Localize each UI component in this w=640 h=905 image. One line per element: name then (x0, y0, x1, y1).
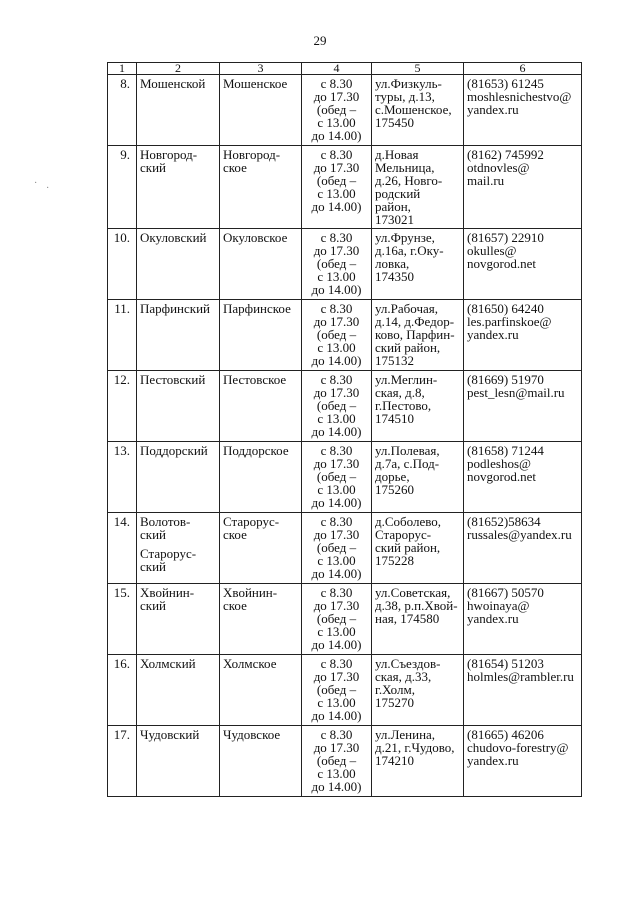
address-cell-line: 174350 (375, 269, 414, 284)
contacts-cell (464, 146, 582, 229)
address-cell-line: г.Холм, (375, 682, 415, 697)
address-cell-line: с.Мошенское, (375, 102, 452, 117)
hours-cell-line: (обед – (316, 611, 357, 626)
contacts-cell-line: (81650) 64240 (467, 301, 544, 316)
hours-cell-line: до 17.30 (313, 89, 360, 104)
forestry-cell (220, 229, 302, 300)
header-cell: 3 (220, 63, 302, 75)
address-cell-line: ул.Ленина, (375, 727, 436, 742)
address-cell-line: ская, д.8, (375, 385, 425, 400)
page-number: 29 (313, 33, 327, 48)
address-cell-line: 175260 (375, 482, 414, 497)
contacts-cell-line: novgorod.net (467, 256, 536, 271)
contacts-cell-line: okulles@ (467, 243, 517, 258)
contacts-cell (464, 655, 582, 726)
address-cell-line: 174510 (375, 411, 414, 426)
margin-mark: · (46, 183, 50, 194)
hours-cell-line: с 8.30 (320, 585, 353, 600)
address-cell-line: ная, 174580 (375, 611, 440, 626)
district-cell-line: ский (140, 559, 166, 574)
district-cell (137, 229, 220, 300)
contacts-cell-line: yandex.ru (467, 102, 519, 117)
district-cell (137, 655, 220, 726)
hours-cell-line: с 13.00 (317, 766, 356, 781)
address-cell-line: ул.Меглин- (375, 372, 438, 387)
district-cell-line: Волотов- (140, 514, 191, 529)
contacts-cell (464, 726, 582, 797)
header-row (108, 63, 582, 75)
hours-cell-line: с 8.30 (320, 727, 353, 742)
address-cell-line: туры, д.13, (375, 89, 435, 104)
hours-cell-line: до 17.30 (313, 385, 360, 400)
contacts-cell-line: (81653) 61245 (467, 76, 544, 91)
forestry-cell (220, 655, 302, 726)
row-number: 11. (108, 300, 137, 371)
row-number: 15. (108, 584, 137, 655)
address-cell (372, 584, 464, 655)
district-cell (137, 726, 220, 797)
address-cell (372, 371, 464, 442)
hours-cell-line: до 14.00) (311, 353, 362, 368)
margin-mark: · (34, 178, 38, 189)
contacts-cell-line: (81652)58634 (467, 514, 541, 529)
hours-cell-line: до 17.30 (313, 456, 360, 471)
hours-cell (302, 584, 372, 655)
hours-cell-line: с 8.30 (320, 230, 353, 245)
district-cell-line: Старорус- (140, 546, 197, 561)
contacts-cell-line: (81667) 50570 (467, 585, 544, 600)
address-cell-line: дорье, (375, 469, 410, 484)
address-cell-line: 175228 (375, 553, 414, 568)
header-cell: 4 (302, 63, 372, 75)
hours-cell-line: до 14.00) (311, 637, 362, 652)
address-cell-line: г.Пестово, (375, 398, 432, 413)
district-cell (137, 75, 220, 146)
address-cell-line: Мельница, (375, 160, 435, 175)
address-cell-line: д.Соболево, (375, 514, 442, 529)
address-cell-line: ский район, (375, 340, 441, 355)
address-cell-line: д.38, р.п.Хвой- (375, 598, 458, 613)
hours-cell-line: с 8.30 (320, 514, 353, 529)
district-cell-line: Мошенской (140, 76, 206, 91)
address-cell (372, 513, 464, 584)
forestry-cell (220, 726, 302, 797)
hours-cell-line: до 14.00) (311, 199, 362, 214)
hours-cell-line: до 17.30 (313, 669, 360, 684)
hours-cell-line: до 14.00) (311, 708, 362, 723)
contacts-cell-line: (81654) 51203 (467, 656, 544, 671)
contacts-cell-line: (81669) 51970 (467, 372, 544, 387)
address-cell-line: 175132 (375, 353, 414, 368)
forestry-cell-line: Новгород- (223, 147, 281, 162)
forestry-cell (220, 371, 302, 442)
contacts-cell-line: les.parfinskoe@ (467, 314, 552, 329)
contacts-cell (464, 442, 582, 513)
hours-cell (302, 442, 372, 513)
address-cell-line: 175450 (375, 115, 414, 130)
hours-cell-line: с 13.00 (317, 482, 356, 497)
table-row (108, 655, 582, 726)
table-row (108, 584, 582, 655)
hours-cell (302, 371, 372, 442)
address-cell (372, 300, 464, 371)
address-cell-line: ул.Съездов- (375, 656, 441, 671)
forestry-cell-line: Окуловское (223, 230, 288, 245)
contacts-cell-line: (81657) 22910 (467, 230, 544, 245)
row-number: 13. (108, 442, 137, 513)
contacts-cell (464, 371, 582, 442)
district-cell-line: ский (140, 527, 166, 542)
address-cell-line: д.16а, г.Оку- (375, 243, 444, 258)
district-cell (137, 584, 220, 655)
address-cell (372, 75, 464, 146)
hours-cell-line: с 13.00 (317, 340, 356, 355)
hours-cell-line: (обед – (316, 173, 357, 188)
row-number: 12. (108, 371, 137, 442)
forestry-cell (220, 300, 302, 371)
address-cell-line: д.14, д.Федор- (375, 314, 455, 329)
contacts-cell-line: yandex.ru (467, 753, 519, 768)
contacts-cell-line: yandex.ru (467, 327, 519, 342)
table-row (108, 371, 582, 442)
address-cell-line: д.26, Новго- (375, 173, 443, 188)
contacts-cell (464, 513, 582, 584)
district-cell-line: Окуловский (140, 230, 207, 245)
table-row (108, 75, 582, 146)
forestry-cell (220, 75, 302, 146)
forestry-cell-line: ское (223, 160, 247, 175)
address-cell-line: район, (375, 199, 411, 214)
table-row (108, 513, 582, 584)
hours-cell (302, 655, 372, 726)
hours-cell-line: с 8.30 (320, 443, 353, 458)
hours-cell-line: до 14.00) (311, 779, 362, 794)
contacts-cell-line: mail.ru (467, 173, 505, 188)
contacts-cell-line: chudovo-forestry@ (467, 740, 569, 755)
hours-cell (302, 513, 372, 584)
address-cell-line: ул.Советская, (375, 585, 451, 600)
forestry-cell (220, 513, 302, 584)
row-number: 17. (108, 726, 137, 797)
district-cell-line: Поддорский (140, 443, 208, 458)
header-cell: 6 (464, 63, 582, 75)
forestry-cell-line: Холмское (223, 656, 277, 671)
address-cell-line: д.21, г.Чудово, (375, 740, 455, 755)
hours-cell-line: до 14.00) (311, 495, 362, 510)
contacts-cell-line: hwoinaya@ (467, 598, 530, 613)
hours-cell-line: (обед – (316, 540, 357, 555)
hours-cell-line: до 17.30 (313, 527, 360, 542)
hours-cell-line: (обед – (316, 256, 357, 271)
address-cell (372, 442, 464, 513)
contacts-cell-line: (8162) 745992 (467, 147, 544, 162)
forestry-cell (220, 584, 302, 655)
hours-cell-line: с 13.00 (317, 269, 356, 284)
address-cell-line: ково, Парфин- (375, 327, 455, 342)
district-cell-line: ский (140, 160, 166, 175)
contacts-cell-line: moshlesnichestvo@ (467, 89, 572, 104)
district-cell-line: Новгород- (140, 147, 198, 162)
address-cell-line: ловка, (375, 256, 410, 271)
hours-cell-line: с 13.00 (317, 411, 356, 426)
contacts-cell-line: (81665) 46206 (467, 727, 544, 742)
address-cell (372, 655, 464, 726)
district-cell-line: Холмский (140, 656, 196, 671)
contacts-cell-line: novgorod.net (467, 469, 536, 484)
hours-cell (302, 300, 372, 371)
forestry-cell-line: Старорус- (223, 514, 280, 529)
row-number: 9. (108, 146, 137, 229)
district-cell-line: Хвойнин- (140, 585, 195, 600)
hours-cell-line: с 8.30 (320, 656, 353, 671)
hours-cell-line: до 14.00) (311, 128, 362, 143)
forestry-cell-line: Чудовское (223, 727, 281, 742)
address-cell-line: родский (375, 186, 421, 201)
contacts-cell-line: russales@yandex.ru (467, 527, 572, 542)
table-row (108, 300, 582, 371)
table-row (108, 726, 582, 797)
hours-cell (302, 75, 372, 146)
contacts-cell (464, 75, 582, 146)
forestry-cell (220, 442, 302, 513)
address-cell-line: ский район, (375, 540, 441, 555)
contacts-cell-line: (81658) 71244 (467, 443, 544, 458)
row-number: 8. (108, 75, 137, 146)
district-cell (137, 146, 220, 229)
hours-cell-line: с 13.00 (317, 624, 356, 639)
address-cell-line: ул.Полевая, (375, 443, 440, 458)
hours-cell (302, 726, 372, 797)
forestry-cell-line: Хвойнин- (223, 585, 278, 600)
header-cell: 2 (137, 63, 220, 75)
address-cell-line: 173021 (375, 212, 414, 227)
forestry-cell-line: Поддорское (223, 443, 289, 458)
forestry-cell-line: Пестовское (223, 372, 287, 387)
header-cell: 5 (372, 63, 464, 75)
forestry-cell-line: ское (223, 527, 247, 542)
contacts-cell-line: holmles@rambler.ru (467, 669, 574, 684)
forestry-table (107, 62, 582, 797)
address-cell-line: Старорус- (375, 527, 432, 542)
forestry-cell-line: Парфинское (223, 301, 291, 316)
hours-cell-line: с 13.00 (317, 695, 356, 710)
address-cell (372, 229, 464, 300)
hours-cell-line: до 14.00) (311, 282, 362, 297)
header-cell: 1 (108, 63, 137, 75)
contacts-cell (464, 229, 582, 300)
hours-cell-line: (обед – (316, 102, 357, 117)
contacts-cell-line: pest_lesn@mail.ru (467, 385, 565, 400)
address-cell (372, 146, 464, 229)
district-cell (137, 371, 220, 442)
district-cell-line: Пестовский (140, 372, 206, 387)
district-cell-line: Парфинский (140, 301, 210, 316)
hours-cell-line: до 17.30 (313, 160, 360, 175)
district-cell (137, 442, 220, 513)
hours-cell-line: до 14.00) (311, 424, 362, 439)
address-cell-line: д.7а, с.Под- (375, 456, 440, 471)
address-cell-line: 174210 (375, 753, 414, 768)
contacts-cell (464, 584, 582, 655)
contacts-cell-line: yandex.ru (467, 611, 519, 626)
table-row (108, 229, 582, 300)
address-cell-line: д.Новая (375, 147, 419, 162)
row-number: 16. (108, 655, 137, 726)
hours-cell (302, 146, 372, 229)
hours-cell-line: (обед – (316, 682, 357, 697)
address-cell-line: 175270 (375, 695, 414, 710)
contacts-cell (464, 300, 582, 371)
district-cell-line: ский (140, 598, 166, 613)
hours-cell-line: до 17.30 (313, 598, 360, 613)
district-cell (137, 513, 220, 584)
hours-cell-line: с 8.30 (320, 147, 353, 162)
address-cell (372, 726, 464, 797)
forestry-cell (220, 146, 302, 229)
row-number: 14. (108, 513, 137, 584)
hours-cell-line: до 17.30 (313, 740, 360, 755)
district-cell-line: Чудовский (140, 727, 200, 742)
hours-cell-line: с 8.30 (320, 76, 353, 91)
hours-cell-line: (обед – (316, 398, 357, 413)
hours-cell-line: с 13.00 (317, 553, 356, 568)
table-row (108, 146, 582, 229)
district-cell (137, 300, 220, 371)
row-number: 10. (108, 229, 137, 300)
address-cell-line: ул.Фрунзе, (375, 230, 435, 245)
hours-cell-line: до 17.30 (313, 314, 360, 329)
address-cell-line: ул.Физкуль- (375, 76, 442, 91)
hours-cell-line: (обед – (316, 469, 357, 484)
hours-cell-line: с 8.30 (320, 372, 353, 387)
address-cell-line: ул.Рабочая, (375, 301, 438, 316)
hours-cell-line: с 13.00 (317, 115, 356, 130)
hours-cell-line: с 8.30 (320, 301, 353, 316)
forestry-cell-line: Мошенское (223, 76, 288, 91)
table-row (108, 442, 582, 513)
contacts-cell-line: podleshos@ (467, 456, 531, 471)
hours-cell-line: до 14.00) (311, 566, 362, 581)
hours-cell (302, 229, 372, 300)
forestry-cell-line: ское (223, 598, 247, 613)
contacts-cell-line: otdnovles@ (467, 160, 530, 175)
hours-cell-line: до 17.30 (313, 243, 360, 258)
address-cell-line: ская, д.33, (375, 669, 432, 684)
hours-cell-line: с 13.00 (317, 186, 356, 201)
hours-cell-line: (обед – (316, 327, 357, 342)
hours-cell-line: (обед – (316, 753, 357, 768)
